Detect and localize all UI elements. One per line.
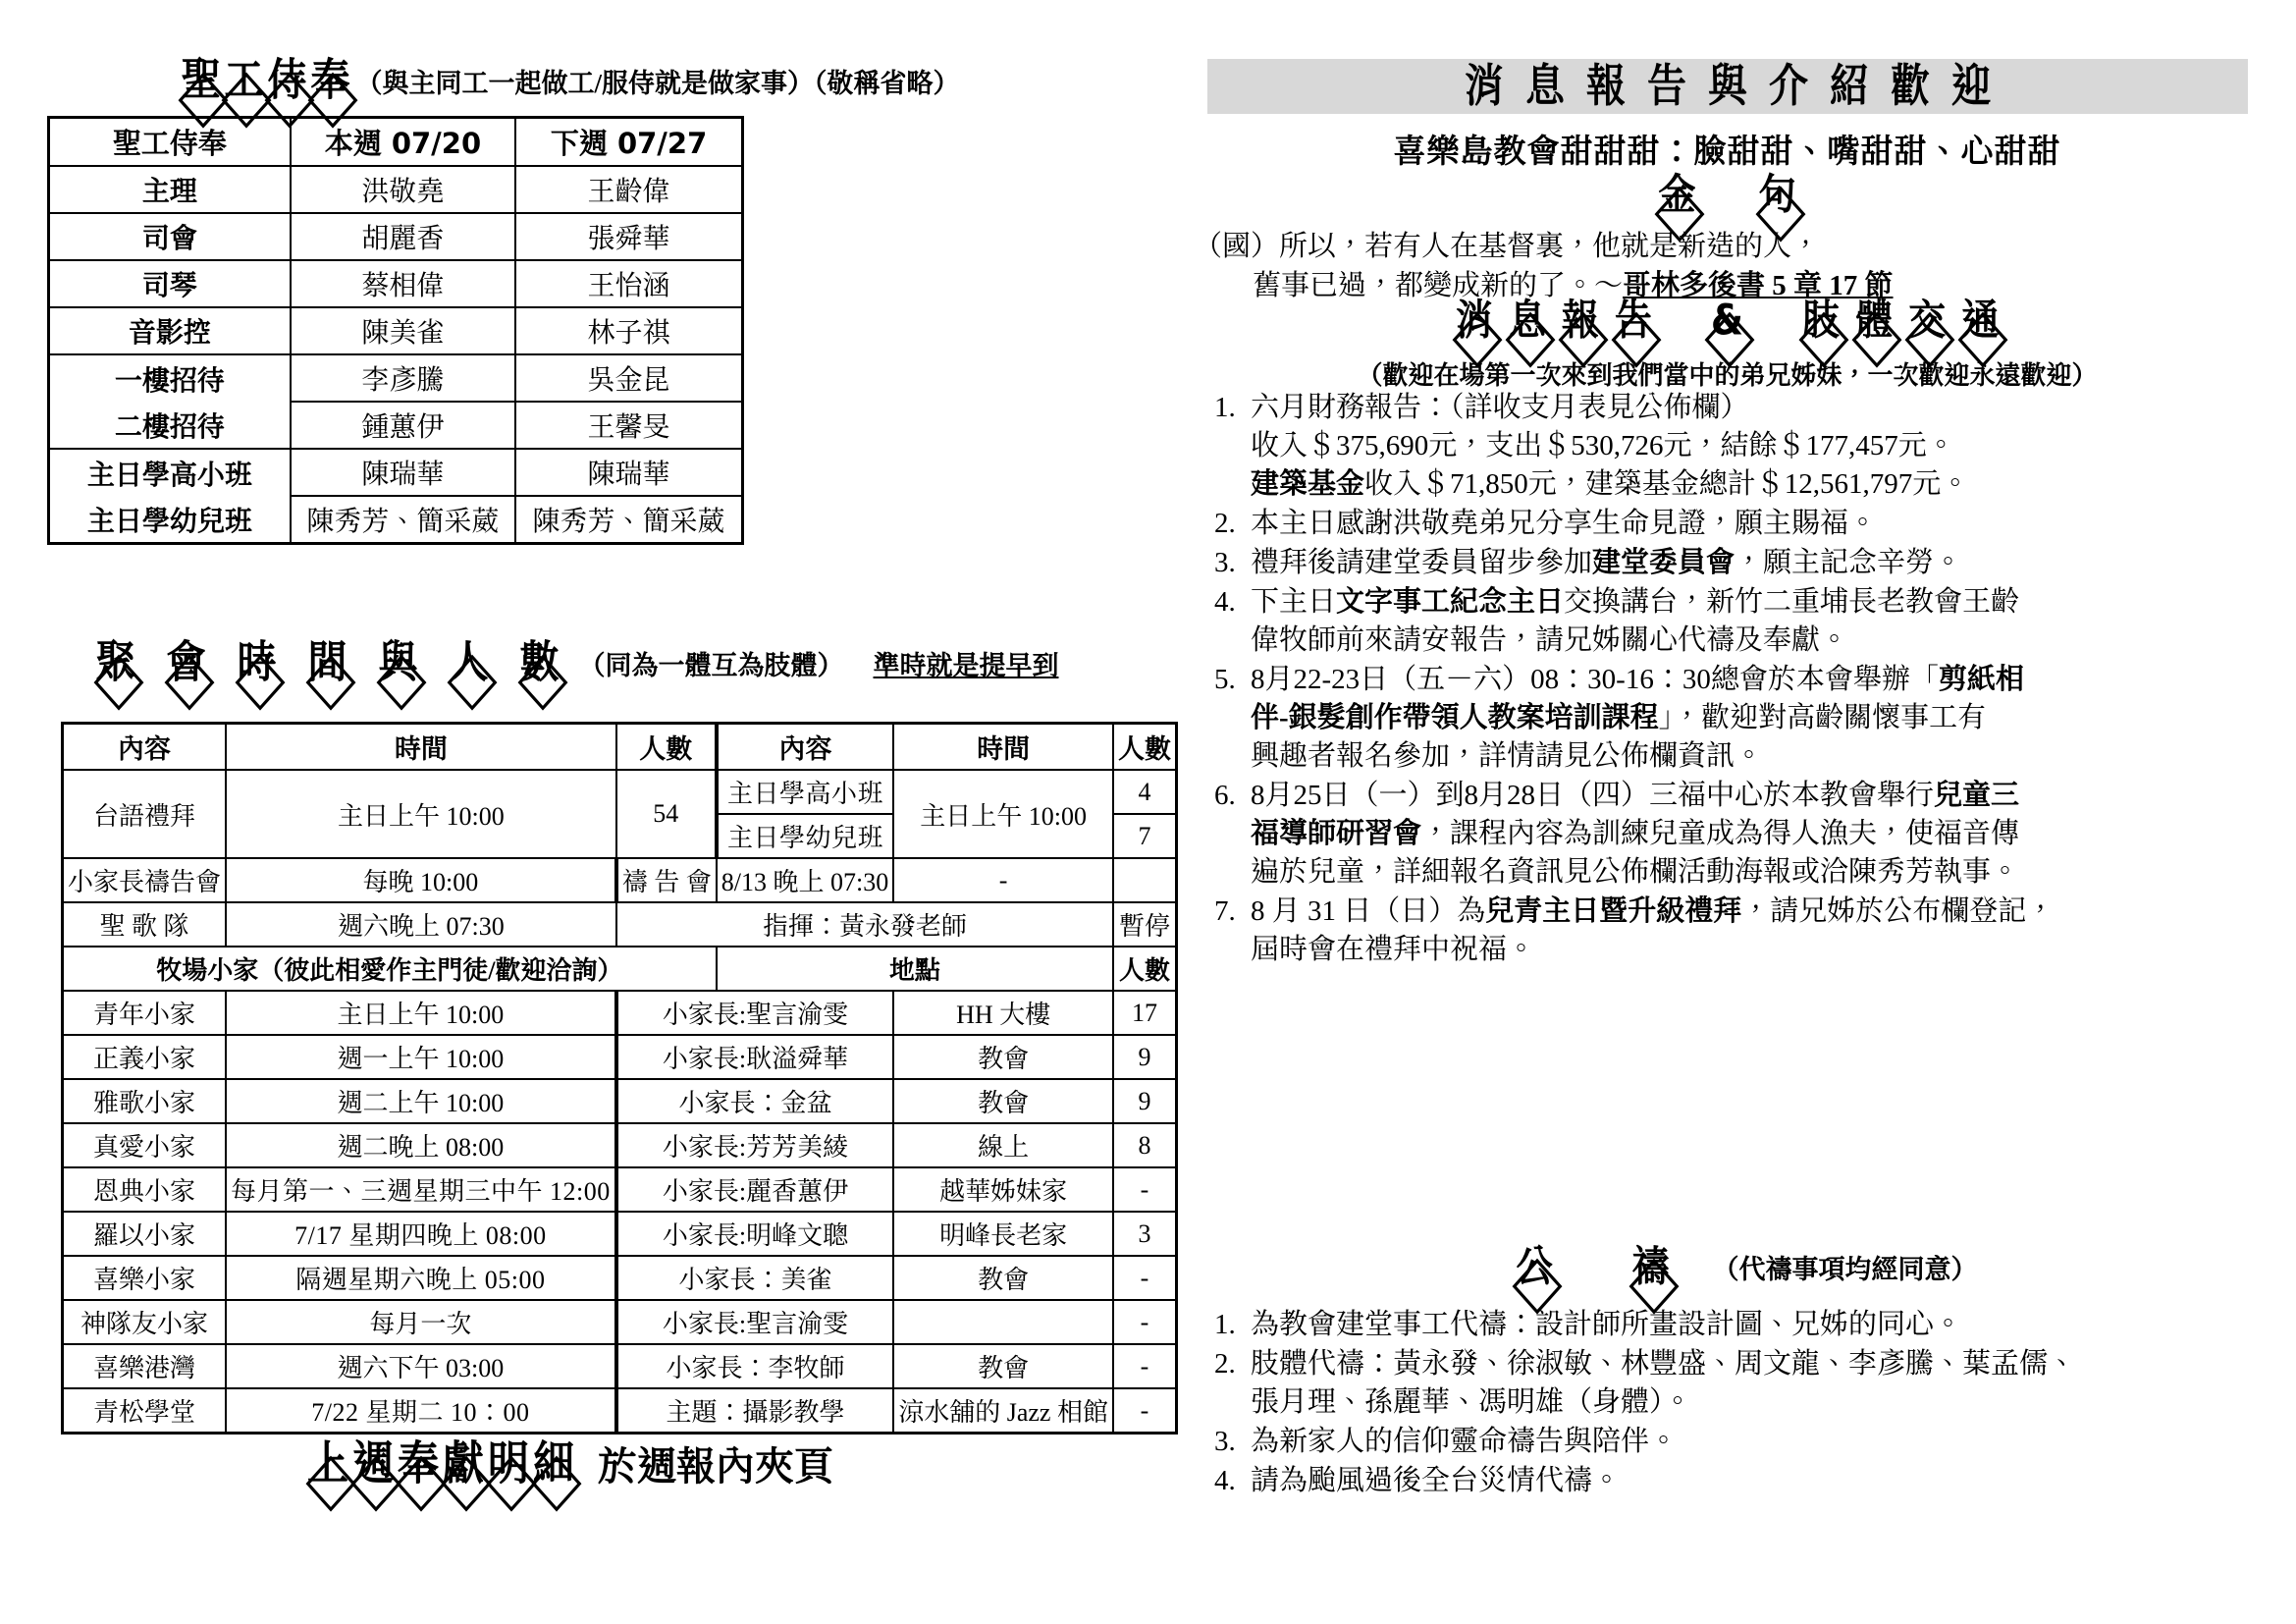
table-row (63, 1256, 1177, 1300)
news-heading-a-char-0: 消 (1455, 296, 1493, 345)
meeting-col-time-right: 時間 (893, 724, 1113, 771)
group-rows-body (63, 991, 1177, 1434)
verse-reference: 哥林多後書 5 章 17 節 (1623, 270, 1894, 301)
duty-heading (0, 55, 1139, 106)
duty-heading-note: （與主同工一起做工/服侍就是做家事）（敬稱省略） (355, 68, 960, 98)
group-name: 恩典小家 (63, 1167, 227, 1212)
duty-this-week: 李彥騰 (291, 354, 515, 402)
table-row (63, 1300, 1177, 1344)
group-place: 教會 (893, 1256, 1113, 1300)
duty-this-week: 蔡相偉 (291, 260, 515, 307)
duty-heading-deco (179, 55, 351, 106)
announcement-text: ，請兄姊於公布欄登記， (1741, 895, 2056, 927)
verse-line-1: （國）所以，若有人在基督裏，他就是新造的人， (1194, 231, 1821, 262)
table-row (63, 1123, 1177, 1167)
announcement-text: 屆時會在禮拜中祝福。 (1251, 934, 1536, 965)
group-name: 喜樂港灣 (63, 1344, 227, 1388)
news-section-heading (1158, 296, 2296, 345)
news-heading-a-char-2: 報 (1561, 296, 1599, 345)
announcement-line (1251, 893, 2285, 931)
announcement-text: 8月22-23日（五－六）08：30-16：30總會於本會舉辦「 (1251, 664, 1939, 695)
duty-next-week: 林子祺 (515, 307, 742, 354)
duty-this-week: 陳美雀 (291, 307, 515, 354)
duty-role: 司會 (49, 213, 291, 260)
duty-role: 主日學高小班 (49, 449, 291, 496)
group-place: 越華姊妹家 (893, 1167, 1113, 1212)
table-row (63, 1035, 1177, 1079)
offering-heading-char-1: 週 (351, 1435, 394, 1490)
offering-heading-char-2: 奉 (397, 1435, 439, 1490)
meeting-heading-char-5: 人 (449, 637, 489, 688)
offering-heading-note: 於週報內夾頁 (598, 1444, 834, 1489)
duty-roster-table (47, 116, 744, 545)
meeting-heading-char-3: 間 (307, 637, 347, 688)
announcement-text: 本主日感謝洪敬堯弟兄分享生命見證，願主賜福。 (1251, 508, 1878, 539)
group-time: 週六下午 03:00 (226, 1344, 616, 1388)
duty-next-week: 張舜華 (515, 213, 742, 260)
group-time: 週二晚上 08:00 (226, 1123, 616, 1167)
news-heading-a-char-1: 息 (1508, 296, 1546, 345)
group-name: 青松學堂 (63, 1388, 227, 1434)
table-row (63, 770, 1177, 814)
duty-col-this-week: 本週 07/20 (291, 118, 515, 167)
announcement-item (1243, 505, 2285, 543)
news-heading-b-char-2: 交 (1908, 296, 1947, 345)
announcement-emphasis: 剪紙相 (1938, 664, 2024, 695)
duty-next-week: 王齡偉 (515, 166, 742, 213)
duty-heading-char-0: 聖 (181, 55, 221, 106)
table-row (49, 166, 743, 213)
news-heading-a-char-3: 告 (1614, 296, 1652, 345)
announcement-item (1243, 661, 2285, 776)
announcement-item (1243, 777, 2285, 892)
group-name: 正義小家 (63, 1035, 227, 1079)
table-row (49, 449, 743, 496)
announcement-line (1251, 622, 2285, 660)
news-heading-b-char-3: 通 (1961, 296, 2000, 345)
meeting-content: 小家長禱告會 (63, 858, 227, 902)
group-time: 主日上午 10:00 (226, 991, 616, 1035)
meeting-conductor: 指揮：黃永發老師 (616, 902, 1113, 947)
offering-heading-char-0: 上 (306, 1435, 348, 1490)
table-row (63, 1079, 1177, 1123)
duty-this-week: 鍾蕙伊 (291, 402, 515, 449)
table-row (49, 402, 743, 449)
meeting-time: 主日上午 10:00 (893, 770, 1113, 858)
group-section-header-row (63, 947, 1177, 991)
group-place: 教會 (893, 1035, 1113, 1079)
announcement-emphasis: 建築基金 (1251, 468, 1365, 500)
duty-next-week: 吳金昆 (515, 354, 742, 402)
table-row (63, 1212, 1177, 1256)
meeting-col-time-left: 時間 (226, 724, 616, 771)
prayer-heading-deco (1476, 1242, 1708, 1291)
duty-role: 二樓招待 (49, 402, 291, 449)
group-col-place: 地點 (717, 947, 1113, 991)
offering-heading (0, 1435, 1139, 1491)
duty-next-week: 王怡涵 (515, 260, 742, 307)
news-section-heading-deco-a (1448, 296, 1660, 345)
group-name: 羅以小家 (63, 1212, 227, 1256)
duty-role: 主日學幼兒班 (49, 496, 291, 544)
announcement-line (1251, 931, 2285, 969)
group-name: 神隊友小家 (63, 1300, 227, 1344)
table-row (49, 307, 743, 354)
table-row (49, 496, 743, 544)
meeting-col-count-right: 人數 (1113, 724, 1177, 771)
announcement-list (1196, 389, 2285, 970)
prayer-line: 3. 為新家人的信仰靈命禱告與陪伴。 (1251, 1426, 1679, 1457)
news-banner (1207, 59, 2248, 114)
group-time: 隔週星期六晚上 05:00 (226, 1256, 616, 1300)
prayer-line: 2. 肢體代禱：黃永發、徐淑敏、林豐盛、周文龍、李彥騰、葉孟儒、 (1251, 1348, 2077, 1380)
offering-heading-char-4: 明 (488, 1435, 530, 1490)
group-count: - (1113, 1388, 1177, 1434)
prayer-list (1196, 1306, 2285, 1501)
prayer-item (1243, 1345, 2285, 1422)
news-heading-b-char-1: 體 (1855, 296, 1894, 345)
announcement-emphasis: 兒童三 (1934, 780, 2020, 811)
meeting-time: 每晚 10:00 (226, 858, 616, 902)
announcement-text: 六月財務報告：（詳收支月表見公佈欄） (1251, 392, 1749, 423)
table-row (63, 1344, 1177, 1388)
duty-next-week: 陳秀芳、簡采葳 (515, 496, 742, 544)
duty-col-next-week: 下週 07/27 (515, 118, 742, 167)
news-heading-amp-char-0: & (1710, 296, 1744, 345)
news-section-heading-deco-b (1794, 296, 2006, 345)
group-time: 7/17 星期四晚上 08:00 (226, 1212, 616, 1256)
announcement-text: 興趣者報名參加，詳情請見公佈欄資訊。 (1251, 740, 1764, 772)
meeting-col-content-right: 內容 (717, 724, 893, 771)
meeting-time: 主日上午 10:00 (226, 770, 616, 858)
meeting-content: 聖 歌 隊 (63, 902, 227, 947)
group-leader: 小家長:麗香蕙伊 (616, 1167, 893, 1212)
church-slogan: 喜樂島教會甜甜甜：臉甜甜、嘴甜甜、心甜甜 (1393, 132, 2061, 170)
announcement-line (1251, 777, 2285, 815)
group-leader: 小家長:聖言渝雯 (616, 1300, 893, 1344)
group-name: 喜樂小家 (63, 1256, 227, 1300)
meeting-schedule-table (61, 722, 1178, 1435)
meeting-heading (0, 637, 1139, 688)
announcement-text: ，課程內容為訓練兒童成為得人漁夫，使福音傳 (1421, 818, 2020, 849)
group-leader: 小家長:芳芳美綾 (616, 1123, 893, 1167)
meeting-heading-char-0: 聚 (95, 637, 135, 688)
group-place: 教會 (893, 1344, 1113, 1388)
table-row (63, 1167, 1177, 1212)
news-heading-b-char-0: 肢 (1802, 296, 1841, 345)
announcement-line (1251, 583, 2285, 622)
duty-this-week: 胡麗香 (291, 213, 515, 260)
announcement-text: 遍於兒童，詳細報名資訊見公佈欄活動海報或洽陳秀芳執事。 (1251, 856, 2020, 888)
duty-role: 主理 (49, 166, 291, 213)
table-row (63, 858, 1177, 902)
meeting-count: 54 (616, 770, 717, 858)
meeting-heading-note: （同為一體互為肢體） (578, 650, 844, 680)
group-time: 每月一次 (226, 1300, 616, 1344)
prayer-heading (1158, 1242, 2296, 1291)
group-leader: 小家長：美雀 (616, 1256, 893, 1300)
announcement-item (1243, 893, 2285, 969)
announcement-text: 」，歡迎對高齡關懷事工有 (1658, 702, 1987, 733)
duty-this-week: 陳秀芳、簡采葳 (291, 496, 515, 544)
table-row (49, 213, 743, 260)
group-place: 涼水舖的 Jazz 相館 (893, 1388, 1113, 1434)
announcement-line (1251, 699, 2285, 737)
prayer-line: 張月理、孫麗華、馮明雄（身體）。 (1251, 1386, 1692, 1418)
announcement-line (1251, 427, 2285, 465)
welcome-note: （歡迎在場第一次來到我們當中的弟兄姊妹，一次歡迎永遠歡迎） (1357, 361, 2098, 391)
table-row (49, 354, 743, 402)
announcement-line (1251, 661, 2285, 699)
meeting-content: 主日學幼兒班 (717, 814, 893, 858)
meeting-heading-char-2: 時 (237, 637, 277, 688)
group-time: 7/22 星期二 10：00 (226, 1388, 616, 1434)
announcement-line (1251, 465, 2285, 504)
group-time: 每月第一、三週星期三中午 12:00 (226, 1167, 616, 1212)
group-leader: 主題：攝影教學 (616, 1388, 893, 1434)
meeting-col-count-left: 人數 (616, 724, 717, 771)
meeting-heading-note2: 準時就是提早到 (873, 650, 1059, 680)
prayer-item (1243, 1462, 2285, 1500)
group-col-count: 人數 (1113, 947, 1177, 991)
announcement-text: ，願主記念辛勞。 (1735, 547, 1963, 578)
group-place (893, 1300, 1113, 1344)
offering-heading-char-5: 細 (533, 1435, 575, 1490)
prayer-item (1243, 1306, 2285, 1344)
meeting-content: 台語禮拜 (63, 770, 227, 858)
group-count: 9 (1113, 1035, 1177, 1079)
announcement-text: 收入＄71,850元，建築基金總計＄12,561,797元。 (1364, 468, 1970, 500)
duty-this-week: 陳瑞華 (291, 449, 515, 496)
duty-role: 音影控 (49, 307, 291, 354)
meeting-count: 7 (1113, 814, 1177, 858)
offering-heading-deco (305, 1435, 576, 1490)
group-count: 17 (1113, 991, 1177, 1035)
group-count: - (1113, 1344, 1177, 1388)
group-name: 青年小家 (63, 991, 227, 1035)
duty-role: 一樓招待 (49, 354, 291, 402)
announcement-item (1243, 544, 2285, 582)
meeting-table-header-row (63, 724, 1177, 771)
news-section-heading-amp (1703, 296, 1751, 345)
group-place: 教會 (893, 1079, 1113, 1123)
duty-heading-char-3: 奉 (310, 55, 350, 106)
prayer-item (1243, 1423, 2285, 1461)
announcement-line (1251, 853, 2285, 892)
group-leader: 小家長：李牧師 (616, 1344, 893, 1388)
table-row (63, 1388, 1177, 1434)
meeting-content: 禱 告 會 (616, 858, 717, 902)
table-row (63, 902, 1177, 947)
group-leader: 小家長:聖言渝雯 (616, 991, 893, 1035)
announcement-text: 8 月 31 日（日）為 (1251, 895, 1486, 927)
group-name: 真愛小家 (63, 1123, 227, 1167)
prayer-heading-char-0: 公 (1516, 1242, 1554, 1291)
duty-heading-char-2: 侍 (267, 55, 307, 106)
announcement-emphasis: 文字事工紀念主日 (1336, 586, 1565, 618)
group-time: 週二上午 10:00 (226, 1079, 616, 1123)
verse-heading-char-0: 金 (1658, 170, 1696, 219)
meeting-heading-char-6: 數 (519, 637, 560, 688)
announcement-emphasis: 伴-銀髮創作帶領人教案培訓課程 (1251, 702, 1659, 733)
announcement-text: 收入＄375,690元，支出＄530,726元，結餘＄177,457元。 (1251, 430, 1955, 461)
announcement-text: 交換講台，新竹二重埔長老教會王齡 (1564, 586, 2020, 618)
offering-heading-char-3: 獻 (443, 1435, 485, 1490)
duty-heading-char-1: 工 (224, 55, 264, 106)
announcement-item (1243, 583, 2285, 660)
group-count: 9 (1113, 1079, 1177, 1123)
group-count: - (1113, 1300, 1177, 1344)
duty-role: 司琴 (49, 260, 291, 307)
announcement-text: 8月25日（一）到8月28日（四）三福中心於本教會舉行 (1251, 780, 1935, 811)
verse-heading (1158, 170, 2296, 219)
table-row (49, 260, 743, 307)
group-place: 明峰長老家 (893, 1212, 1113, 1256)
group-count: 3 (1113, 1212, 1177, 1256)
verse-heading-char-1: 句 (1758, 170, 1796, 219)
duty-table-header-row (49, 118, 743, 167)
meeting-heading-char-1: 會 (166, 637, 206, 688)
duty-col-role: 聖工侍奉 (49, 118, 291, 167)
group-section-title: 牧場小家（彼此相愛作主門徒/歡迎洽詢） (63, 947, 717, 991)
meeting-col-content-left: 內容 (63, 724, 227, 771)
meeting-heading-char-4: 與 (378, 637, 418, 688)
group-leader: 小家長:明峰文聰 (616, 1212, 893, 1256)
prayer-line: 4. 請為颱風過後全台災情代禱。 (1251, 1465, 1622, 1496)
meeting-count: 暫停 (1113, 902, 1177, 947)
verse-heading-deco (1627, 170, 1827, 219)
announcement-line (1251, 389, 2285, 427)
group-place: HH 大樓 (893, 991, 1113, 1035)
meeting-count: 4 (1113, 770, 1177, 814)
announcement-text: 下主日 (1251, 586, 1337, 618)
group-time: 週一上午 10:00 (226, 1035, 616, 1079)
announcement-text: 禮拜後請建堂委員留步參加 (1251, 547, 1593, 578)
announcement-item (1243, 389, 2285, 504)
group-place: 線上 (893, 1123, 1113, 1167)
group-count: - (1113, 1167, 1177, 1212)
meeting-time: 週六晚上 07:30 (226, 902, 616, 947)
meeting-heading-deco (80, 637, 575, 688)
meeting-count: - (893, 858, 1113, 902)
announcement-line (1251, 737, 2285, 776)
announcement-line (1251, 544, 2285, 582)
right-column (1158, 0, 2296, 1624)
prayer-line: 1. 為教會建堂事工代禱：設計師所畫設計圖、兄姊的同心。 (1251, 1309, 1963, 1340)
announcement-line (1251, 505, 2285, 543)
announcement-emphasis: 兒青主日暨升級禮拜 (1485, 895, 1742, 927)
announcement-line (1251, 815, 2285, 853)
verse-text: 舊事已過，都變成新的了。～ (1253, 270, 1624, 301)
announcement-text: 偉牧師前來請安報告，請兄姊關心代禱及奉獻。 (1251, 624, 1849, 656)
group-name: 雅歌小家 (63, 1079, 227, 1123)
prayer-heading-note: （代禱事項均經同意） (1712, 1254, 1978, 1284)
prayer-heading-char-1: 禱 (1631, 1242, 1670, 1291)
group-leader: 小家長:耿溢舜華 (616, 1035, 893, 1079)
duty-next-week: 王馨旻 (515, 402, 742, 449)
news-banner-title: 消息報告與介紹歡迎 (1465, 60, 2012, 113)
announcement-emphasis: 福導師研習會 (1251, 818, 1422, 849)
announcement-emphasis: 建堂委員會 (1592, 547, 1735, 578)
group-leader: 小家長：金盆 (616, 1079, 893, 1123)
meeting-content: 主日學高小班 (717, 770, 893, 814)
group-count: - (1113, 1256, 1177, 1300)
duty-this-week: 洪敬堯 (291, 166, 515, 213)
table-row (63, 991, 1177, 1035)
group-count: 8 (1113, 1123, 1177, 1167)
meeting-time: 8/13 晚上 07:30 (717, 858, 893, 902)
duty-next-week: 陳瑞華 (515, 449, 742, 496)
